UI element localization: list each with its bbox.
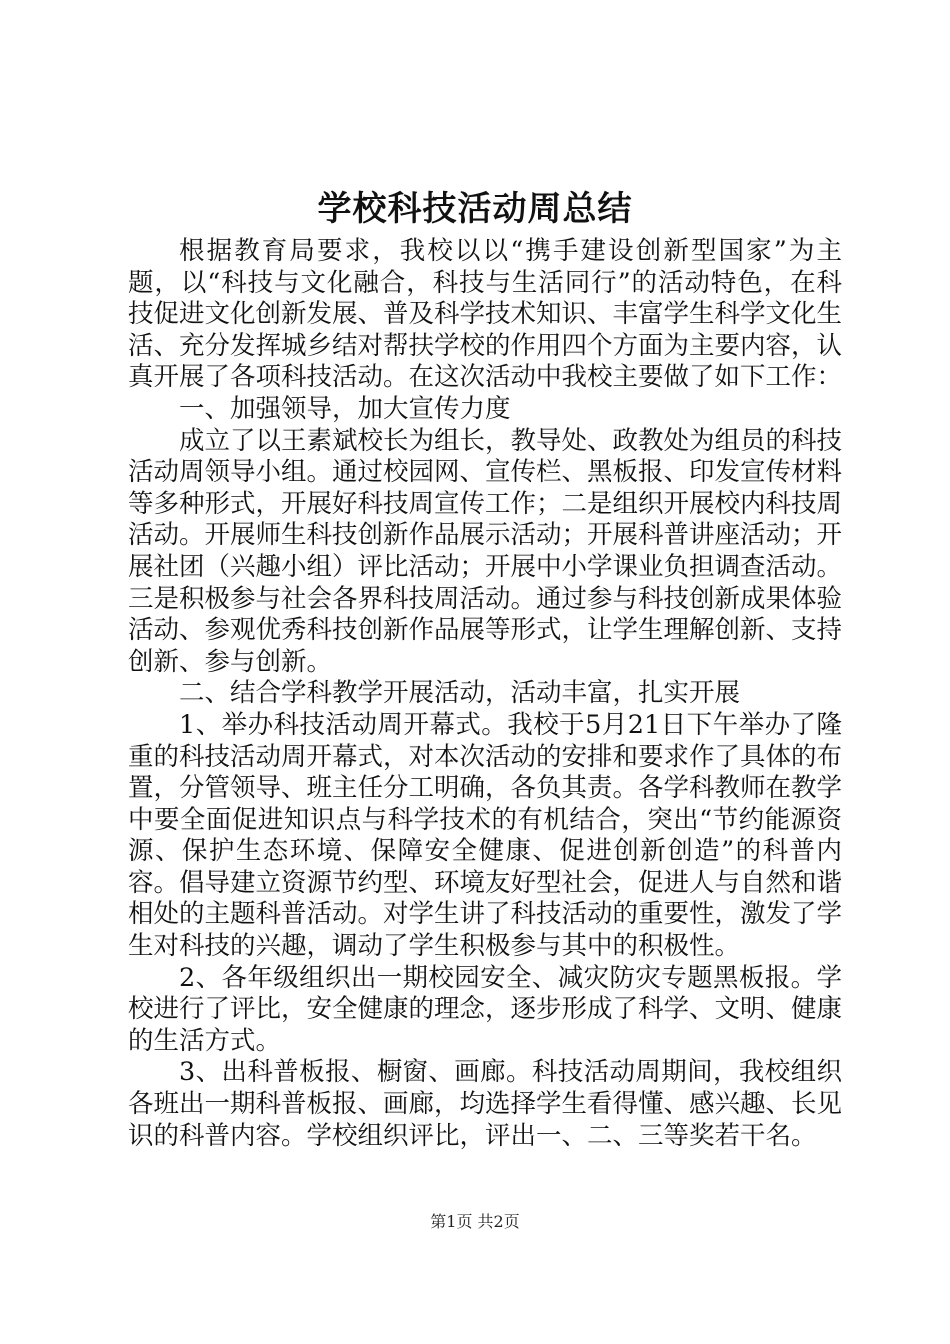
section-heading-2: 二、结合学科教学开展活动，活动丰富，扎实开展: [179, 678, 741, 709]
paragraph-science-boards: 3、出科普板报、橱窗、画廊。科技活动周期间，我校组织各班出一期科普板报、画廊，均选择学生看得懂、感兴趣、长见识的科普内容。学校组织评比，评出一、二、三等奖若干名。: [128, 1057, 843, 1151]
paragraph-leadership: 成立了以王素斌校长为组长，教导处、政教处为组员的科技活动周领导小组。通过校园网、宣传栏、黑板报、印发宣传材料等多种形式，开展好科技周宣传工作；二是组织开展校内科技周活动。开展师生科技创新作品展示活动；开展科普讲座活动；开展社团（兴趣小组）评比活动；开展中小学课业负担调查活动。三是积极参与社会各界科技周活动。通过参与科技创新成果体验活动、参观优秀科技创新作品展等形式，让学生理解创新、支持创新、参与创新。: [128, 425, 843, 677]
page-number-footer: 第1页 共2页: [430, 1212, 520, 1231]
document-body: [128, 236, 842, 1152]
document-title: 学校科技活动周总结: [317, 189, 633, 229]
paragraph-opening-ceremony: 1、举办科技活动周开幕式。我校于5月21日下午举办了隆重的科技活动周开幕式，对本次活动的安排和要求作了具体的布置，分管领导、班主任分工明确，各负其责。各学科教师在教学中要全面促进知识点与科学技术的有机结合，突出“节约能源资源、保护生态环境、保障安全健康、促进创新创造”的科普内容。倡导建立资源节约型、环境友好型社会，促进人与自然和谐相处的主题科普活动。对学生讲了科技活动的重要性，激发了学生对科技的兴趣，调动了学生积极参与其中的积极性。: [128, 709, 843, 962]
paragraph-blackboard: 2、各年级组织出一期校园安全、减灾防灾专题黑板报。学校进行了评比，安全健康的理念，逐步形成了科学、文明、健康的生活方式。: [128, 962, 843, 1056]
paragraph-intro: 根据教育局要求，我校以以“携手建设创新型国家”为主题，以“科技与文化融合，科技与生活同行”的活动特色，在科技促进文化创新发展、普及科学技术知识、丰富学生科学文化生活、充分发挥城乡结对帮扶学校的作用四个方面为主要内容，认真开展了各项科技活动。在这次活动中我校主要做了如下工作：: [128, 236, 843, 393]
section-heading-1: 一、加强领导，加大宣传力度: [179, 393, 511, 424]
